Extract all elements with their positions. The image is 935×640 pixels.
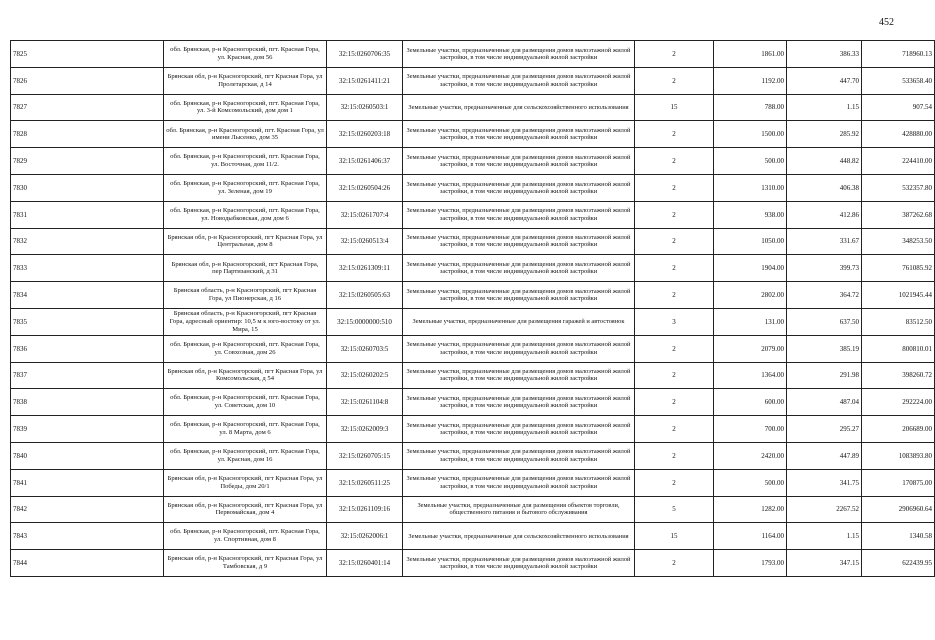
- row-number: 7829: [11, 148, 164, 175]
- rate-cell: 1.15: [787, 523, 862, 550]
- address-cell: Брянская область, р-н Красногорский, пгт Красная Гора, адресный ориентир: 10,5 м к юго-востоку от ул. Мира, 15: [164, 308, 327, 335]
- rate-cell: 385.19: [787, 335, 862, 362]
- table-row: [11, 121, 935, 148]
- land-use-cell: Земельные участки, предназначенные для размещения домов малоэтажной жилой застройки, в том числе индивидуальной жилой застройки: [403, 148, 635, 175]
- cadastral-value-cell: 907.54: [862, 94, 935, 121]
- cadastral-value-cell: 206689.00: [862, 416, 935, 443]
- land-use-cell: Земельные участки, предназначенные для размещения домов малоэтажной жилой застройки, в том числе индивидуальной жилой застройки: [403, 67, 635, 94]
- area-cell: 500.00: [714, 469, 787, 496]
- rate-cell: 447.89: [787, 442, 862, 469]
- cadastral-value-cell: 398260.72: [862, 362, 935, 389]
- use-group-cell: 2: [635, 469, 714, 496]
- row-number: 7826: [11, 67, 164, 94]
- cadastral-value-cell: 622439.95: [862, 550, 935, 577]
- address-cell: Брянская обл, р-н Красногорский, пгт Красная Гора, ул Центральная, дом 8: [164, 228, 327, 255]
- use-group-cell: 3: [635, 308, 714, 335]
- cadastral-value-cell: 292224.00: [862, 389, 935, 416]
- table-row: [11, 41, 935, 68]
- cadastral-value-cell: 532357.80: [862, 174, 935, 201]
- address-cell: Брянская обл, р-н Красногорский, пгт Красная Гора, ул Первомайская, дом 4: [164, 496, 327, 523]
- land-use-cell: Земельные участки, предназначенные для размещения домов малоэтажной жилой застройки, в том числе индивидуальной жилой застройки: [403, 442, 635, 469]
- rate-cell: 347.15: [787, 550, 862, 577]
- rate-cell: 637.50: [787, 308, 862, 335]
- table-row: [11, 228, 935, 255]
- rate-cell: 412.86: [787, 201, 862, 228]
- use-group-cell: 2: [635, 282, 714, 309]
- cadastral-number-cell: 32:15:0000000:510: [327, 308, 403, 335]
- land-use-cell: Земельные участки, предназначенные для размещения домов малоэтажной жилой застройки, в том числе индивидуальной жилой застройки: [403, 335, 635, 362]
- row-number: 7842: [11, 496, 164, 523]
- address-cell: Брянская обл, р-н Красногорский, пгт Красная Гора, ул Тамбовская, д 9: [164, 550, 327, 577]
- address-cell: обл. Брянская, р-н Красногорский, пгт. Красная Гора, ул. Новодыбковская, дом дом 6: [164, 201, 327, 228]
- cadastral-value-cell: 2906960.64: [862, 496, 935, 523]
- use-group-cell: 2: [635, 148, 714, 175]
- area-cell: 1310.00: [714, 174, 787, 201]
- row-number: 7839: [11, 416, 164, 443]
- use-group-cell: 5: [635, 496, 714, 523]
- area-cell: 788.00: [714, 94, 787, 121]
- table-row: [11, 148, 935, 175]
- rate-cell: 447.70: [787, 67, 862, 94]
- use-group-cell: 2: [635, 174, 714, 201]
- cadastral-value-cell: 83512.50: [862, 308, 935, 335]
- area-cell: 938.00: [714, 201, 787, 228]
- rate-cell: 2267.52: [787, 496, 862, 523]
- use-group-cell: 2: [635, 389, 714, 416]
- cadastral-number-cell: 32:15:0261406:37: [327, 148, 403, 175]
- area-cell: 1904.00: [714, 255, 787, 282]
- cadastral-number-cell: 32:15:0261411:21: [327, 67, 403, 94]
- cadastral-value-cell: 761085.92: [862, 255, 935, 282]
- cadastral-number-cell: 32:15:0260203:18: [327, 121, 403, 148]
- land-use-cell: Земельные участки, предназначенные для размещения домов малоэтажной жилой застройки, в том числе индивидуальной жилой застройки: [403, 469, 635, 496]
- cadastral-number-cell: 32:15:0260202:5: [327, 362, 403, 389]
- registry-table: [10, 40, 935, 577]
- cadastral-number-cell: 32:15:0260705:15: [327, 442, 403, 469]
- area-cell: 1364.00: [714, 362, 787, 389]
- table-row: [11, 335, 935, 362]
- cadastral-value-cell: 533658.40: [862, 67, 935, 94]
- table-row: [11, 362, 935, 389]
- cadastral-number-cell: 32:15:0262006:1: [327, 523, 403, 550]
- cadastral-number-cell: 32:15:0261707:4: [327, 201, 403, 228]
- table-row: [11, 201, 935, 228]
- table-row: [11, 308, 935, 335]
- cadastral-value-cell: 224410.00: [862, 148, 935, 175]
- row-number: 7844: [11, 550, 164, 577]
- area-cell: 700.00: [714, 416, 787, 443]
- address-cell: обл. Брянская, р-н Красногорский, пгт. Красная Гора, ул. 8 Марта, дом 6: [164, 416, 327, 443]
- area-cell: 600.00: [714, 389, 787, 416]
- cadastral-number-cell: 32:15:0261109:16: [327, 496, 403, 523]
- area-cell: 2079.00: [714, 335, 787, 362]
- land-use-cell: Земельные участки, предназначенные для размещения домов малоэтажной жилой застройки, в том числе индивидуальной жилой застройки: [403, 41, 635, 68]
- land-use-cell: Земельные участки, предназначенные для размещения домов малоэтажной жилой застройки, в том числе индивидуальной жилой застройки: [403, 228, 635, 255]
- registry-table-body: [11, 41, 935, 577]
- table-row: [11, 94, 935, 121]
- address-cell: обл. Брянская, р-н Красногорский, пгт. Красная Гора, ул. Советская, дом 10: [164, 389, 327, 416]
- rate-cell: 1.15: [787, 94, 862, 121]
- table-row: [11, 416, 935, 443]
- land-use-cell: Земельные участки, предназначенные для сельскохозяйственного использования: [403, 94, 635, 121]
- table-row: [11, 174, 935, 201]
- area-cell: 1500.00: [714, 121, 787, 148]
- use-group-cell: 2: [635, 201, 714, 228]
- cadastral-value-cell: 800810.01: [862, 335, 935, 362]
- page-number: 452: [879, 17, 894, 28]
- cadastral-value-cell: 348253.50: [862, 228, 935, 255]
- cadastral-value-cell: 1021945.44: [862, 282, 935, 309]
- table-row: [11, 255, 935, 282]
- address-cell: обл. Брянская, р-н Красногорский, пгт. Красная Гора, ул имени Лысенко, дом 35: [164, 121, 327, 148]
- cadastral-number-cell: 32:15:0260513:4: [327, 228, 403, 255]
- rate-cell: 285.92: [787, 121, 862, 148]
- land-use-cell: Земельные участки, предназначенные для размещения домов малоэтажной жилой застройки, в том числе индивидуальной жилой застройки: [403, 255, 635, 282]
- area-cell: 1050.00: [714, 228, 787, 255]
- address-cell: обл. Брянская, р-н Красногорский, пгт. Красная Гора, ул. Зеленая, дом 19: [164, 174, 327, 201]
- address-cell: Брянская обл, р-н Красногорский, пгт Красная Гора, ул Комсомольская, д 54: [164, 362, 327, 389]
- cadastral-value-cell: 387262.68: [862, 201, 935, 228]
- rate-cell: 399.73: [787, 255, 862, 282]
- use-group-cell: 2: [635, 67, 714, 94]
- area-cell: 1793.00: [714, 550, 787, 577]
- use-group-cell: 2: [635, 550, 714, 577]
- area-cell: 2802.00: [714, 282, 787, 309]
- land-use-cell: Земельные участки, предназначенные для размещения домов малоэтажной жилой застройки, в том числе индивидуальной жилой застройки: [403, 389, 635, 416]
- table-row: [11, 469, 935, 496]
- area-cell: 1282.00: [714, 496, 787, 523]
- row-number: 7825: [11, 41, 164, 68]
- area-cell: 1861.00: [714, 41, 787, 68]
- rate-cell: 406.38: [787, 174, 862, 201]
- table-row: [11, 550, 935, 577]
- row-number: 7835: [11, 308, 164, 335]
- cadastral-value-cell: 170875.00: [862, 469, 935, 496]
- row-number: 7828: [11, 121, 164, 148]
- table-row: [11, 523, 935, 550]
- land-use-cell: Земельные участки, предназначенные для размещения домов малоэтажной жилой застройки, в том числе индивидуальной жилой застройки: [403, 282, 635, 309]
- table-row: [11, 67, 935, 94]
- cadastral-number-cell: 32:15:0260703:5: [327, 335, 403, 362]
- address-cell: Брянская обл, р-н Красногорский, пгт Красная Гора, ул Победы, дом 20/1: [164, 469, 327, 496]
- address-cell: обл. Брянская, р-н Красногорский, пгт. Красная Гора, ул. Совхозная, дом 26: [164, 335, 327, 362]
- cadastral-value-cell: 1083893.80: [862, 442, 935, 469]
- cadastral-number-cell: 32:15:0262009:3: [327, 416, 403, 443]
- address-cell: Брянская обл, р-н Красногорский, пгт Красная Гора, пер Партизанский, д 31: [164, 255, 327, 282]
- cadastral-number-cell: 32:15:0260511:25: [327, 469, 403, 496]
- table-row: [11, 496, 935, 523]
- rate-cell: 291.98: [787, 362, 862, 389]
- cadastral-number-cell: 32:15:0261309:11: [327, 255, 403, 282]
- land-use-cell: Земельные участки, предназначенные для сельскохозяйственного использования: [403, 523, 635, 550]
- land-use-cell: Земельные участки, предназначенные для размещения домов малоэтажной жилой застройки, в том числе индивидуальной жилой застройки: [403, 550, 635, 577]
- row-number: 7831: [11, 201, 164, 228]
- use-group-cell: 15: [635, 94, 714, 121]
- area-cell: 1192.00: [714, 67, 787, 94]
- land-use-cell: Земельные участки, предназначенные для размещения гаражей и автостоянок: [403, 308, 635, 335]
- table-row: [11, 442, 935, 469]
- cadastral-number-cell: 32:15:0260504:26: [327, 174, 403, 201]
- address-cell: Брянская область, р-н Красногорский, пгт Красная Гора, ул Пионерская, д 16: [164, 282, 327, 309]
- use-group-cell: 2: [635, 442, 714, 469]
- cadastral-value-cell: 428880.00: [862, 121, 935, 148]
- cadastral-value-cell: 718960.13: [862, 41, 935, 68]
- use-group-cell: 2: [635, 335, 714, 362]
- area-cell: 1164.00: [714, 523, 787, 550]
- address-cell: обл. Брянская, р-н Красногорский, пгт. Красная Гора, ул. Восточная, дом 11/2.: [164, 148, 327, 175]
- row-number: 7832: [11, 228, 164, 255]
- row-number: 7827: [11, 94, 164, 121]
- address-cell: обл. Брянская, р-н Красногорский, пгт. Красная Гора, ул. Спортивная, дом 8: [164, 523, 327, 550]
- row-number: 7840: [11, 442, 164, 469]
- rate-cell: 386.33: [787, 41, 862, 68]
- area-cell: 2420.00: [714, 442, 787, 469]
- rate-cell: 331.67: [787, 228, 862, 255]
- land-use-cell: Земельные участки, предназначенные для размещения домов малоэтажной жилой застройки, в том числе индивидуальной жилой застройки: [403, 416, 635, 443]
- use-group-cell: 2: [635, 416, 714, 443]
- use-group-cell: 2: [635, 228, 714, 255]
- use-group-cell: 2: [635, 121, 714, 148]
- address-cell: Брянская обл, р-н Красногорский, пгт Красная Гора, ул Пролетарская, д 14: [164, 67, 327, 94]
- table-row: [11, 389, 935, 416]
- row-number: 7841: [11, 469, 164, 496]
- cadastral-value-cell: 1340.58: [862, 523, 935, 550]
- row-number: 7833: [11, 255, 164, 282]
- table-row: [11, 282, 935, 309]
- rate-cell: 448.82: [787, 148, 862, 175]
- cadastral-number-cell: 32:15:0260401:14: [327, 550, 403, 577]
- address-cell: обл. Брянская, р-н Красногорский, пгт. Красная Гора, ул. Красная, дом 56: [164, 41, 327, 68]
- cadastral-number-cell: 32:15:0261104:8: [327, 389, 403, 416]
- row-number: 7834: [11, 282, 164, 309]
- land-use-cell: Земельные участки, предназначенные для размещения домов малоэтажной жилой застройки, в том числе индивидуальной жилой застройки: [403, 362, 635, 389]
- cadastral-number-cell: 32:15:0260503:1: [327, 94, 403, 121]
- land-use-cell: Земельные участки, предназначенные для размещения домов малоэтажной жилой застройки, в том числе индивидуальной жилой застройки: [403, 201, 635, 228]
- row-number: 7838: [11, 389, 164, 416]
- rate-cell: 341.75: [787, 469, 862, 496]
- address-cell: обл. Брянская, р-н Красногорский, пгт. Красная Гора, ул. Красная, дом 16: [164, 442, 327, 469]
- rate-cell: 487.04: [787, 389, 862, 416]
- row-number: 7836: [11, 335, 164, 362]
- land-use-cell: Земельные участки, предназначенные для размещения объектов торговли, общественного питания и бытового обслуживания: [403, 496, 635, 523]
- address-cell: обл. Брянская, р-н Красногорский, пгт. Красная Гора, ул. 3-й Комсомольский, дом дом 1: [164, 94, 327, 121]
- area-cell: 500.00: [714, 148, 787, 175]
- use-group-cell: 15: [635, 523, 714, 550]
- use-group-cell: 2: [635, 255, 714, 282]
- row-number: 7837: [11, 362, 164, 389]
- use-group-cell: 2: [635, 362, 714, 389]
- rate-cell: 364.72: [787, 282, 862, 309]
- land-use-cell: Земельные участки, предназначенные для размещения домов малоэтажной жилой застройки, в том числе индивидуальной жилой застройки: [403, 121, 635, 148]
- row-number: 7830: [11, 174, 164, 201]
- rate-cell: 295.27: [787, 416, 862, 443]
- row-number: 7843: [11, 523, 164, 550]
- land-use-cell: Земельные участки, предназначенные для размещения домов малоэтажной жилой застройки, в том числе индивидуальной жилой застройки: [403, 174, 635, 201]
- cadastral-number-cell: 32:15:0260706:35: [327, 41, 403, 68]
- cadastral-number-cell: 32:15:0260505:63: [327, 282, 403, 309]
- area-cell: 131.00: [714, 308, 787, 335]
- use-group-cell: 2: [635, 41, 714, 68]
